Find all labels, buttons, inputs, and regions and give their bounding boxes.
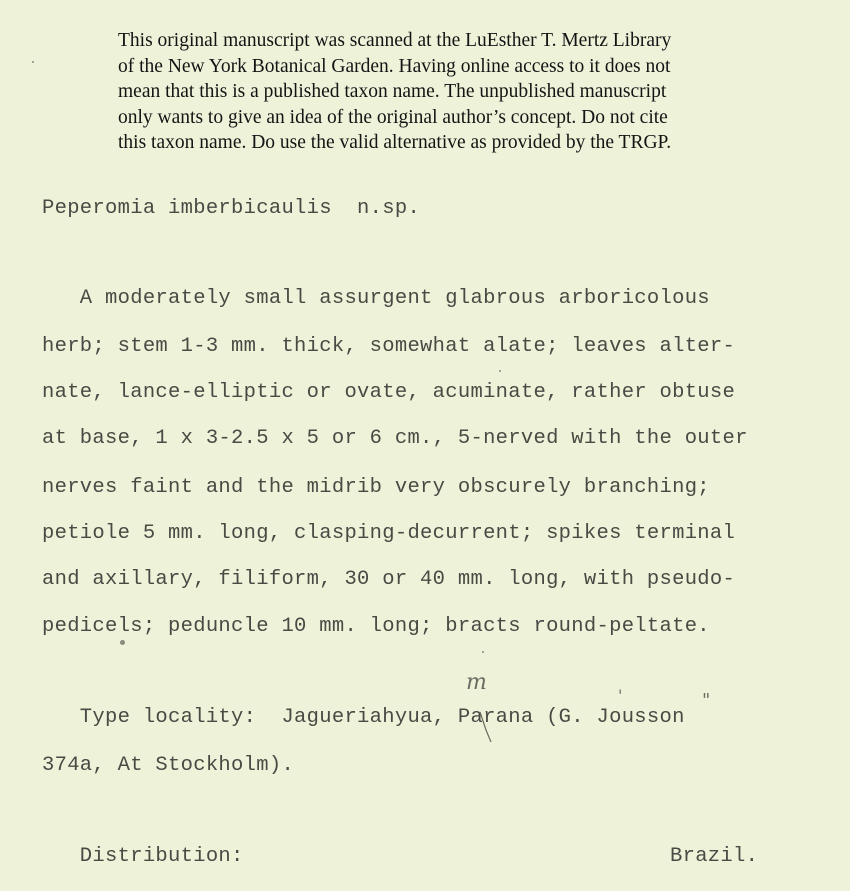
paper-speck [120,640,125,645]
paper-speck [499,370,501,372]
distribution-value: Brazil. [670,845,759,868]
notice-line: of the New York Botanical Garden. Having online access to it does not [118,55,671,77]
description-line: at base, 1 x 3-2.5 x 5 or 6 cm., 5-nerved with the outer [42,427,748,450]
description-line: pedicels; peduncle 10 mm. long; bracts round-peltate. [42,615,710,638]
handwritten-diaeresis: " [702,690,711,711]
description-line: A moderately small assurgent glabrous arboricolous [42,287,710,310]
description-line: and axillary, filiform, 30 or 40 mm. long, with pseudo- [42,568,736,591]
notice-line: mean that this is a published taxon name. The unpublished manuscript [118,81,667,103]
description-line: nate, lance-elliptic or ovate, acuminate, rather obtuse [42,381,736,404]
distribution-label: Distribution: [42,845,244,868]
notice-line: This original manuscript was scanned at the LuEsther T. Mertz Library [118,30,672,51]
description-line: herb; stem 1-3 mm. thick, somewhat alate; leaves alter- [42,335,736,358]
paper-speck [482,651,484,653]
species-title: Peperomia imberbicaulis n.sp. [42,197,421,220]
description-line: nerves faint and the midrib very obscurely branching; [42,476,710,499]
notice-line: only wants to give an idea of the original author’s concept. Do not cite [118,106,668,128]
handwritten-correction-m: m [466,670,487,695]
paper-speck [32,61,34,63]
handwritten-accent: ' [618,686,623,705]
caret-mark-icon [478,708,494,744]
type-locality-line: Type locality: Jagueriahyua, Parana (G. Jousson [42,706,685,729]
description-line: petiole 5 mm. long, clasping-decurrent; spikes terminal [42,522,736,545]
type-locality-line: 374a, At Stockholm). [42,754,295,777]
notice-line: this taxon name. Do use the valid alternative as provided by the TRGP. [118,132,672,154]
library-notice [118,28,758,156]
